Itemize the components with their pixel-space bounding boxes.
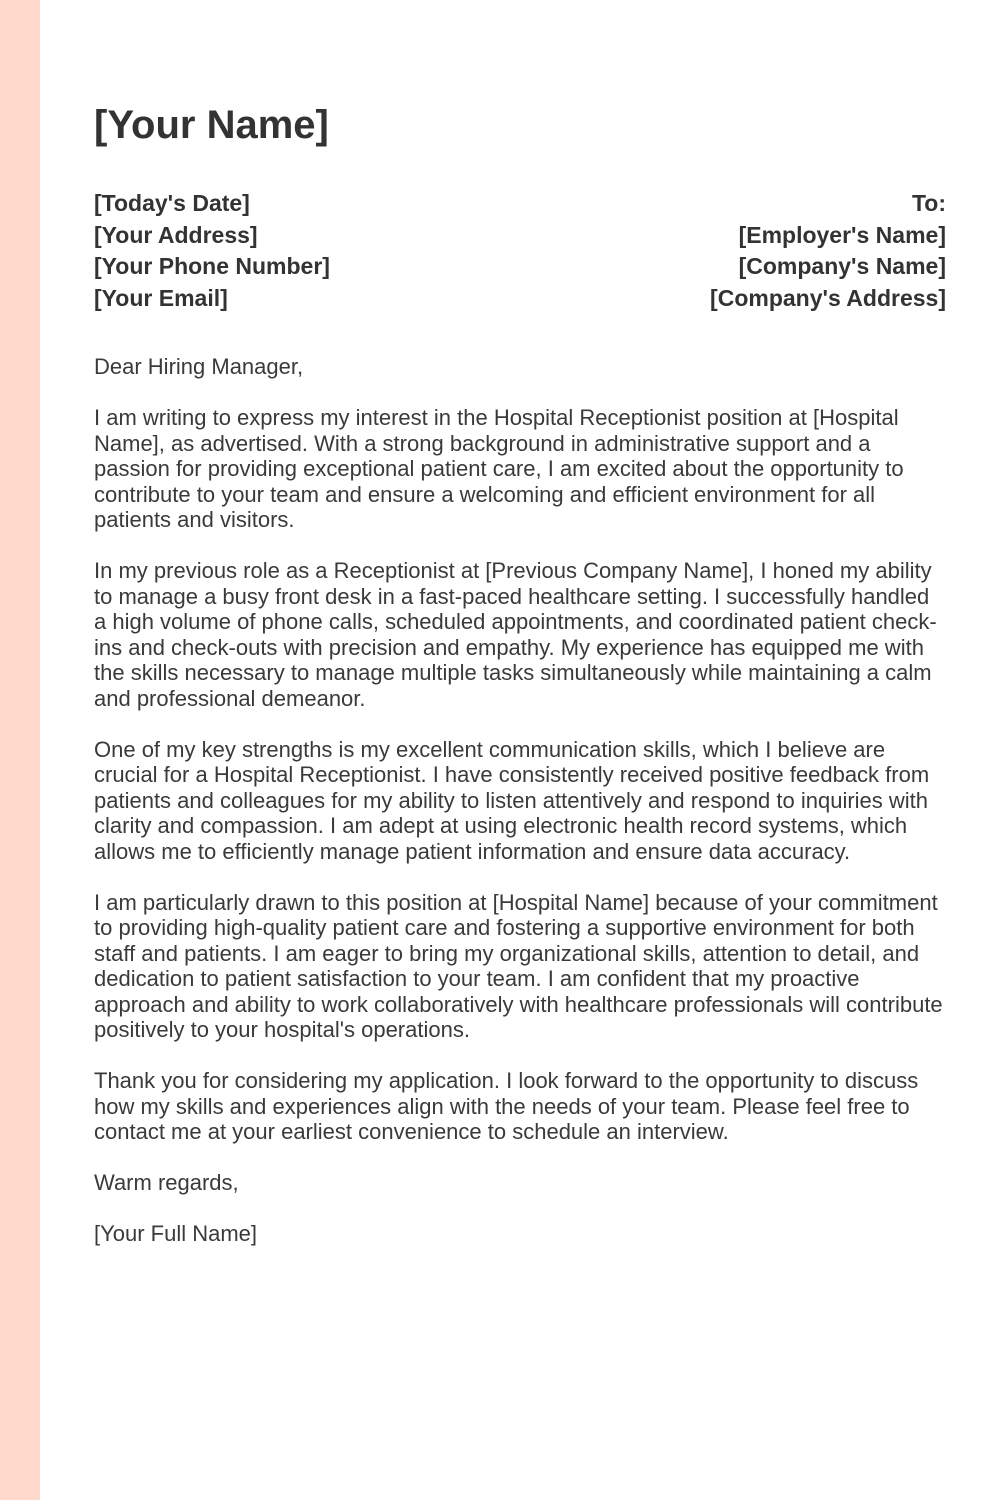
sender-date: [Today's Date] bbox=[94, 190, 250, 216]
recipient-company-address: [Company's Address] bbox=[710, 284, 946, 311]
sender-name-heading: [Your Name] bbox=[94, 103, 329, 147]
body-paragraph: I am writing to express my interest in the Hospital Receptionist position at [Hospital Name], as advertised. With a strong background in administrative support and a passion for providing exceptional patient care, I am excited about the opportunity to contribute to your team and ensure a welcoming and efficient environment for all patients and visitors. bbox=[94, 405, 904, 532]
recipient-to-label: To: bbox=[911, 190, 946, 216]
body-paragraph: Thank you for considering my application. I look forward to the opportunity to discuss how my skills and experiences align with the needs of your team. Please feel free to contact me at your earliest convenience to schedule an interview. bbox=[94, 1068, 919, 1144]
accent-bar bbox=[0, 0, 40, 1500]
sender-info bbox=[94, 188, 330, 314]
body-paragraph: I am particularly drawn to this position at [Hospital Name] because of your commitment to providing high-quality patient care and fostering a supportive environment for both staff and patients. I am eager to bring my organizational skills, attention to detail, and dedication to patient satisfaction to your team. I am confident that my proactive approach and ability to work collaboratively with healthcare professionals will contribute positively to your hospital's operations. bbox=[94, 889, 943, 1042]
cover-letter bbox=[94, 98, 946, 1272]
sender-email: [Your Email] bbox=[94, 284, 228, 311]
salutation: Dear Hiring Manager, bbox=[94, 354, 304, 379]
sender-address: [Your Address] bbox=[94, 221, 258, 248]
contact-header bbox=[94, 188, 946, 314]
signature: [Your Full Name] bbox=[94, 1221, 258, 1246]
body-paragraph: One of my key strengths is my excellent communication skills, which I believe are crucial for a Hospital Receptionist. I have consistently received positive feedback from patients and colleagues for my ability to listen attentively and respond to inquiries with clarity and compassion. I am adept at using electronic health record systems, which allows me to efficiently manage patient information and ensure data accuracy. bbox=[94, 736, 930, 864]
recipient-company-name: [Company's Name] bbox=[738, 253, 946, 279]
letter-body bbox=[94, 354, 946, 1247]
recipient-info bbox=[710, 188, 946, 314]
closing: Warm regards, bbox=[94, 1170, 239, 1195]
sender-phone: [Your Phone Number] bbox=[94, 253, 330, 279]
recipient-employer-name: [Employer's Name] bbox=[738, 221, 946, 248]
body-paragraph: In my previous role as a Receptionist at [Previous Company Name], I honed my ability to manage a busy front desk in a fast-paced healthcare setting. I successfully handled a high volume of phone calls, scheduled appointments, and coordinated patient check-ins and check-outs with precision and empathy. My experience has equipped me with the skills necessary to manage multiple tasks simultaneously while maintaining a calm and professional demeanor. bbox=[94, 558, 937, 711]
